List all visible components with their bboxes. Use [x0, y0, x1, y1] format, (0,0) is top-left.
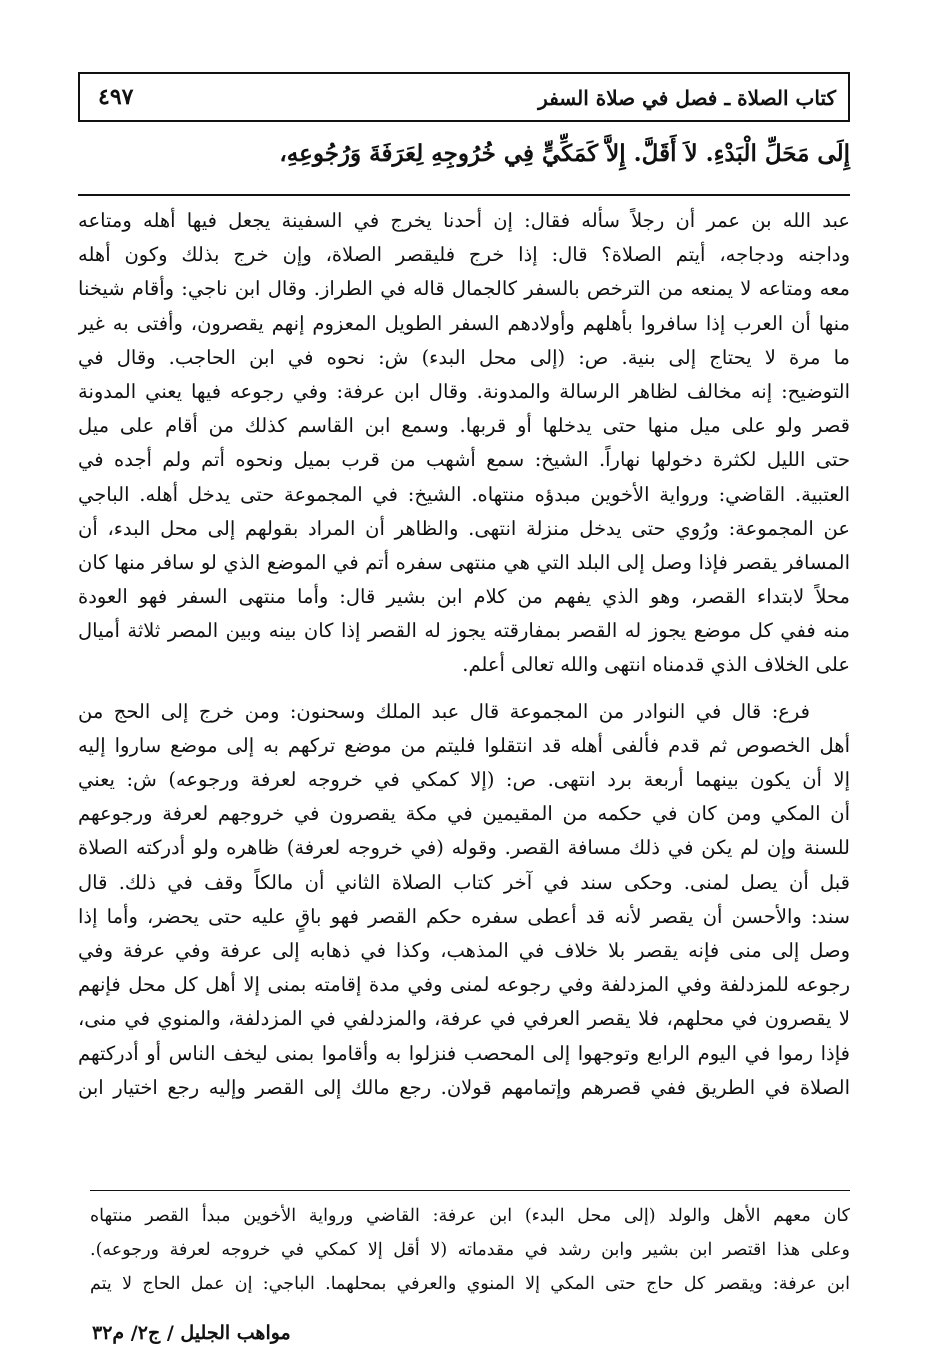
text-line: للسنة وإن لم يكن في ذلك مسافة القصر. وقوله (في خروجه لعرفة) ظاهره ولو أدركته الصلاة: [78, 836, 850, 860]
text-line: وداجنه ودجاجه، أيتم الصلاة؟ قال: إذا خرج فليقصر الصلاة، وإن خرج بذلك وكون أهله: [78, 243, 850, 267]
page-footer-signature: مواهب الجليل / ج٢/ م٣٢: [92, 1322, 291, 1344]
text-line: منها أن العرب إذا سافروا بأهلهم وأولادهم السفر الطويل المعزوم إنهم يقصرون، وأفتى به غير: [78, 311, 850, 335]
text-line: سند: والأحسن أن يقصر لأنه قد أعطى سفره حكم القصر فهو باقٍ عليه حتى يحضر، وأما إذا: [78, 904, 850, 928]
footnote-line: وعلى هذا اقتصر ابن بشير وابن رشد في مقدماته (لا أقل إلا كمكي في خروجه لعرفة ورجوعه).: [90, 1240, 850, 1261]
text-line: قبل أن يصل لمنى. وحكى سند في آخر كتاب الصلاة الثاني أن مالكاً وقف في ذلك. قال: [78, 870, 850, 894]
text-line: منه ففي كل موضع يجوز له القصر بمفارقته يجوز له القصر إذا كان بينه وبين المصر ثلاثة أميال: [78, 619, 850, 643]
text-line: الصلاة في الطريق ففي قصرهم وإتمامهم قولان. رجع مالك إلى القصر وإليه رجع اختيار ابن: [78, 1075, 850, 1099]
text-line: لا يقصرون في محلهم، فلا يقصر العرفي في عرفة، والمزدلفي في المزدلفة، والمنوي في منى،: [78, 1007, 850, 1031]
text-line: على الخلاف الذي قدمناه انتهى والله تعالى أعلم.: [462, 653, 850, 677]
text-line: المسافر يقصر فإذا وصل إلى البلد التي هي منتهى سفره أتم في الموضع الذي لو سافر منها كان: [78, 550, 850, 574]
text-line: عن المجموعة: ورُوي حتى يدخل منزلة انتهى. والظاهر أن المراد بقولهم إلى محل البدء، أن: [78, 516, 850, 540]
text-line: وصل إلى منى فإنه يقصر بلا خلاف في المذهب، وكذا في ذهابه إلى عرفة وفي عرفة وفي: [78, 938, 850, 962]
text-line: ما مرة لا يحتاج إلى بنية. ص: (إلى محل البدء) ش: نحوه في ابن الحاجب. وقال في: [78, 345, 850, 369]
matn-divider: [78, 194, 850, 196]
text-line: أهل الخصوص ثم قدم فألفى أهله قد انتقلوا فليتم من موضع تركهم به إلى موضع ساروا إليه: [78, 733, 850, 757]
page-number: ٤٩٧: [98, 84, 134, 110]
chapter-title: كتاب الصلاة ـ فصل في صلاة السفر: [538, 86, 836, 110]
text-line: رجوعه للمزدلفة وفي المزدلفة وفي رجوعه لمنى وفي مدة إقامته بمنى إلا أهل كل محل فإنهم: [78, 973, 850, 997]
matn-text: إِلَى مَحَلِّ الْبَدْءِ. لاَ أَقَلَّ. إِلاَّ كَمَكِّيٍّ فِي خُرُوجِهِ لِعَرَفَةَ وَرُجُوعِهِ،: [279, 140, 850, 167]
footnote-divider: [90, 1190, 850, 1191]
text-line: قصر ولو على ميل منها حتى يدخلها أو قربها. وسمع ابن القاسم كذلك من أقام على ميل: [78, 414, 850, 438]
text-line: إلا أن يكون بينهما أربعة برد انتهى. ص: (إلا كمكي في خروجه لعرفة ورجوعه) ش: يعني: [78, 768, 850, 791]
commentary: [78, 204, 850, 1105]
page-header: [78, 72, 850, 122]
footnotes: [90, 1200, 850, 1303]
text-line: التوضيح: إنه مخالف لظاهر الرسالة والمدونة. وقال ابن عرفة: وفي رجوعه فيها يعني المدونة: [78, 379, 850, 403]
footnote-line: ابن عرفة: ويقصر كل حاج حتى المكي إلا المنوي والعرفي بمحلهما. الباجي: إن عمل الحاج لا يتم: [90, 1274, 850, 1295]
footnote-line: كان معهم الأهل والولد (إلى محل البدء) ابن عرفة: القاضي ورواية الأخوين مبدأ القصر منتهاه: [90, 1206, 850, 1226]
commentary-paragraph-2: [78, 695, 850, 1105]
commentary-paragraph-1: [78, 204, 850, 683]
text-line: حتى الليل لكثرة دخولها نهاراً. الشيخ: سمع أشهب من قرب بميل ونحوه أتم ولم أجده في: [78, 448, 850, 472]
text-line: فرع: قال في النوادر من المجموعة قال عبد الملك وسحنون: ومن خرج إلى الحج من: [78, 699, 810, 723]
text-line: معه ومتاعه لا يمنعه من الترخص بالسفر كالجمال قاله في الطراز. وقال ابن ناجي: وأقام شيخنا: [78, 277, 850, 301]
text-line: العتبية. القاضي: ورواية الأخوين مبدؤه منتهاه. الشيخ: في المجموعة حتى يدخل أهله. الباجي: [78, 482, 850, 506]
text-line: عبد الله بن عمر أن رجلاً سأله فقال: إن أحدنا يخرج في السفينة يجعل فيها أهله ومتاعه: [78, 209, 850, 232]
text-line: فإذا رموا في اليوم الرابع وتوجهوا إلى المحصب فنزلوا به وأقاموا بمنى ليخف الناس أو أدركتهم: [78, 1041, 850, 1065]
text-line: أن المكي ومن كان في حكمه من المقيمين في مكة يقصرون في خروجهم لعرفة ورجوعهم: [78, 802, 850, 826]
text-line: محلاً لابتداء القصر، وهو الذي يفهم من كلام ابن بشير قال: وأما منتهى السفر فهو العودة: [78, 585, 850, 609]
